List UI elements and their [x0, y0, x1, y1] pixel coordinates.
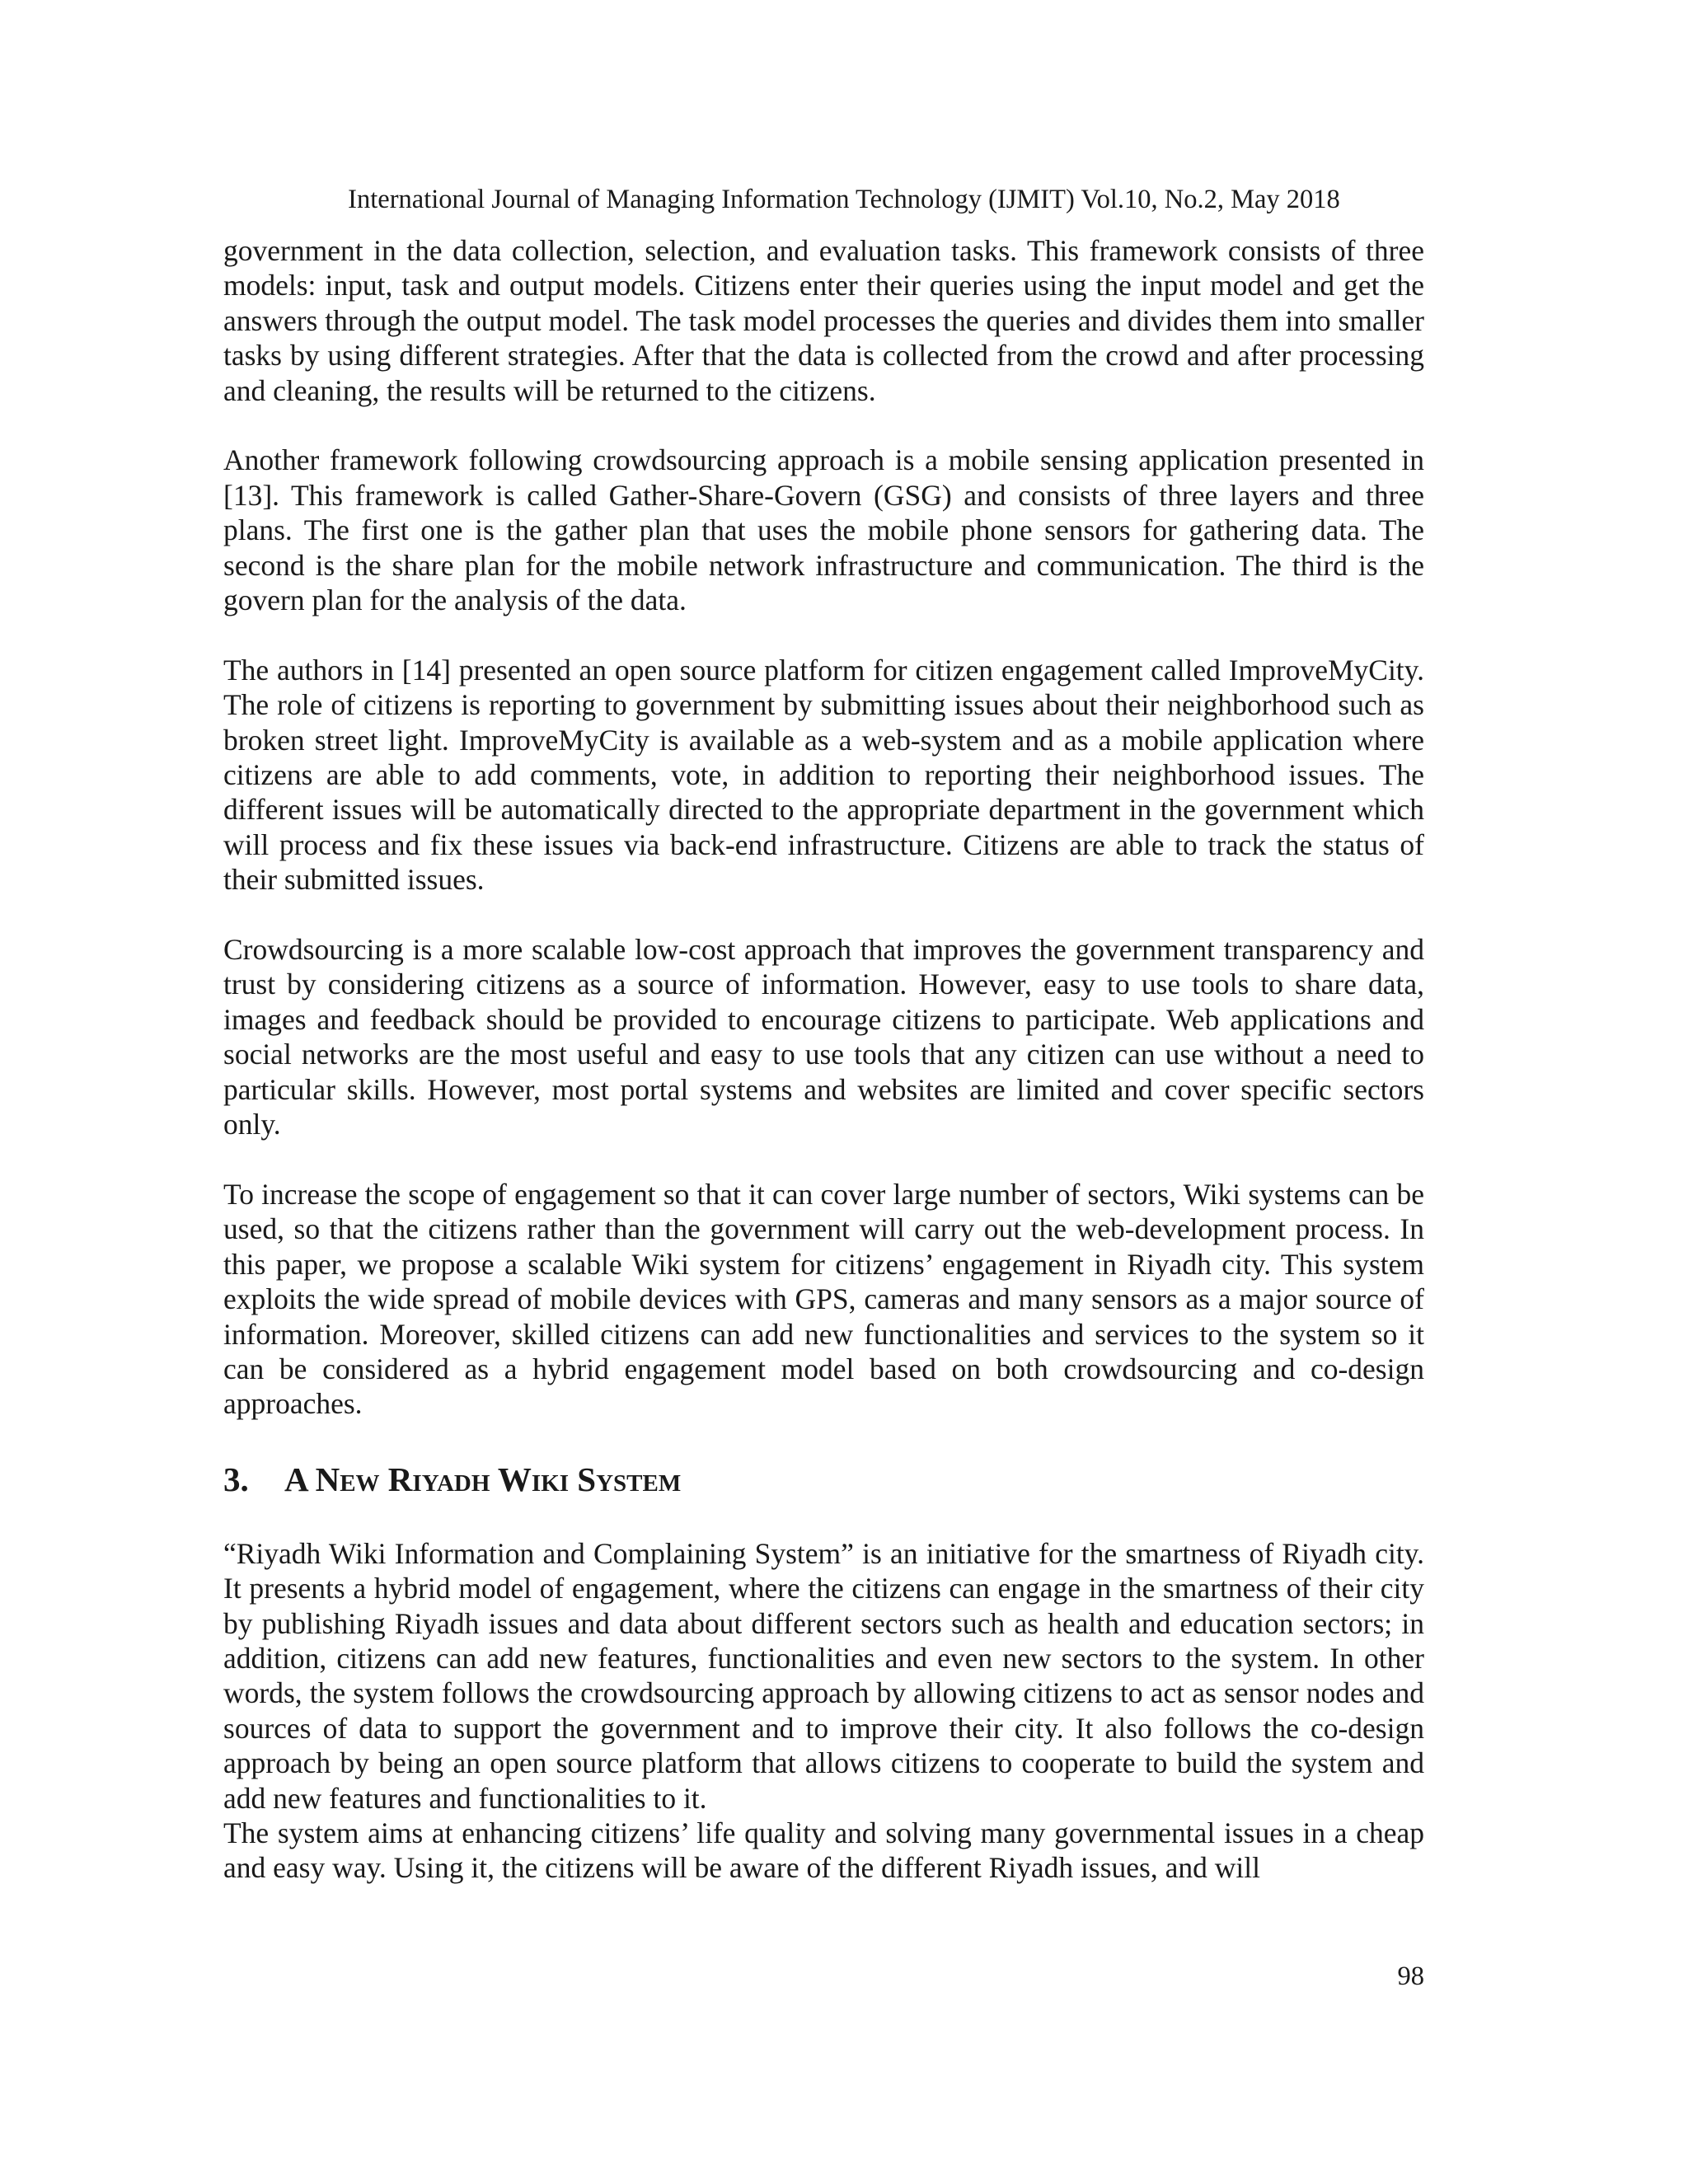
page-number: 98	[1397, 1961, 1424, 1991]
body-text	[223, 233, 1424, 1886]
paragraph: government in the data collection, selection, and evaluation tasks. This framework consists of three models: input, task and output models. Citizens enter their queries using the input model and get the answers through the output model. The task model processes the queries and divides them into smaller tasks by using different strategies. After that the data is collected from the crowd and after processing and cleaning, the results will be returned to the citizens.	[223, 234, 1424, 407]
running-header: International Journal of Managing Information Technology (IJMIT) Vol.10, No.2, May 2018	[348, 185, 1340, 214]
section-heading	[223, 1459, 1424, 1500]
paragraph: “Riyadh Wiki Information and Complaining System” is an initiative for the smartness of Riyadh city. It presents a hybrid model of engagement, where the citizens can engage in the smartness of their city by publishing Riyadh issues and data about different sectors such as health and education sectors; in addition, citizens can add new features, functionalities and even new sectors to the system. In other words, the system follows the crowdsourcing approach by allowing citizens to act as sensor nodes and sources of data to support the government and to improve their city. It also follows the co-design approach by being an open source platform that allows citizens to cooperate to build the system and add new features and functionalities to it.	[223, 1536, 1424, 1815]
section-number: 3.	[223, 1460, 249, 1498]
paragraph: Crowdsourcing is a more scalable low-cost approach that improves the government transparency and trust by considering citizens as a source of information. However, easy to use tools to share data, images and feedback should be provided to encourage citizens to participate. Web applications and social networks are the most useful and easy to use tools that any citizen can use without a need to particular skills. However, most portal systems and websites are limited and cover specific sectors only.	[223, 933, 1424, 1141]
paragraph: Another framework following crowdsourcing approach is a mobile sensing application presented in [13]. This framework is called Gather-Share-Govern (GSG) and consists of three layers and three plans. The first one is the gather plan that uses the mobile phone sensors for gathering data. The second is the share plan for the mobile network infrastructure and communication. The third is the govern plan for the analysis of the data.	[223, 443, 1424, 617]
paragraph: The system aims at enhancing citizens’ life quality and solving many governmental issues in a cheap and easy way. Using it, the citizens will be aware of the different Riyadh issues, and will	[223, 1816, 1424, 1885]
paragraph: To increase the scope of engagement so that it can cover large number of sectors, Wiki systems can be used, so that the citizens rather than the government will carry out the web-development process. In this paper, we propose a scalable Wiki system for citizens’ engagement in Riyadh city. This system exploits the wide spread of mobile devices with GPS, cameras and many sensors as a major source of information. Moreover, skilled citizens can add new functionalities and services to the system so it can be considered as a hybrid engagement model based on both crowdsourcing and co-design approaches.	[223, 1177, 1424, 1421]
section-title: A New Riyadh Wiki System	[284, 1460, 682, 1498]
paragraph: The authors in [14] presented an open source platform for citizen engagement called ImproveMyCity. The role of citizens is reporting to government by submitting issues about their neighborhood such as broken street light. ImproveMyCity is available as a web-system and as a mobile application where citizens are able to add comments, vote, in addition to reporting their neighborhood issues. The different issues will be automatically directed to the appropriate department in the government which will process and fix these issues via back-end infrastructure. Citizens are able to track the status of their submitted issues.	[223, 653, 1424, 897]
